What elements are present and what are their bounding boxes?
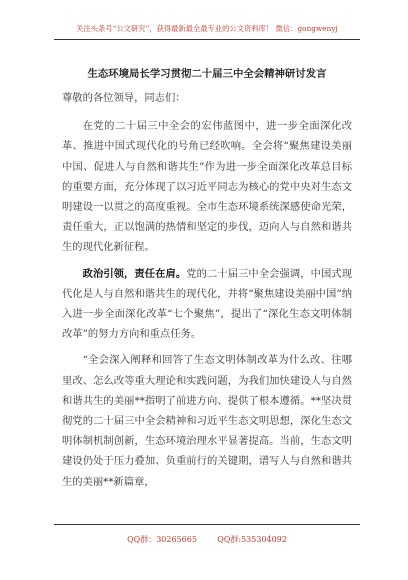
page-footer [54, 524, 360, 552]
paragraph-political-guidance [62, 264, 352, 345]
paragraph-text: 党的二十届三中全会强调，中国式现代化是人与自然和谐共生的现代化，并将“聚焦建设美丽中国”纳入进一步全面深化改革“七个聚焦”，提出了“深化生态文明体制改革”的努力方向和重点任务。 [62, 267, 353, 341]
footer-qq-groups: QQ群：30265665 QQ群:535304092 [127, 535, 287, 544]
paragraph-intro [62, 116, 352, 257]
header-divider [54, 39, 360, 40]
page-header [54, 20, 360, 44]
document-body [62, 64, 352, 492]
paragraph-lead: 政治引领，责任在肩。 [82, 267, 187, 280]
salutation: 尊敬的各位领导，同志们： [62, 92, 186, 104]
paragraph-text: “全会深入阐释和回答了生态文明体制改革为什么改、往哪里改、怎么改等重大理论和实践问题，为我们加快建设人与自然和谐共生的美丽**指明了前进方向、提供了根本遵循。**坚决贯彻党的二十届三中全会精神和习近平生态文明思想，深化生态文明体制机制创新，生态环境治理水平显著提高。当前，生态文明建设仍处于压力叠加、负重前行的关键期，谱写人与自然和谐共生的美丽**新篇章， [62, 354, 352, 488]
paragraph-text: 在党的二十届三中全会的宏伟蓝图中，进一步全面深化改革、推进中国式现代化的号角已经吹响。全会将“聚焦建设美丽中国、促进人与自然和谐共生”作为进一步全面深化改革总目标的重要方面，充分体现了以习近平同志为核心的党中央对生态文明建设一以贯之的高度重视。全市生态环境系统深感使命光荣，责任重大，正以饱满的热情和坚定的步伐，迈向人与自然和谐共生的现代化新征程。 [62, 120, 352, 254]
paragraph-reform-details [62, 350, 352, 491]
document-title: 生态环境局长学习贯彻二十届三中全会精神研讨发言 [87, 68, 327, 80]
footer-divider [54, 524, 360, 525]
header-promo-text: 关注头条号“公文研究”，获得最新最全最专业的公文资料库！ 微信：gongwenyj [76, 24, 338, 33]
